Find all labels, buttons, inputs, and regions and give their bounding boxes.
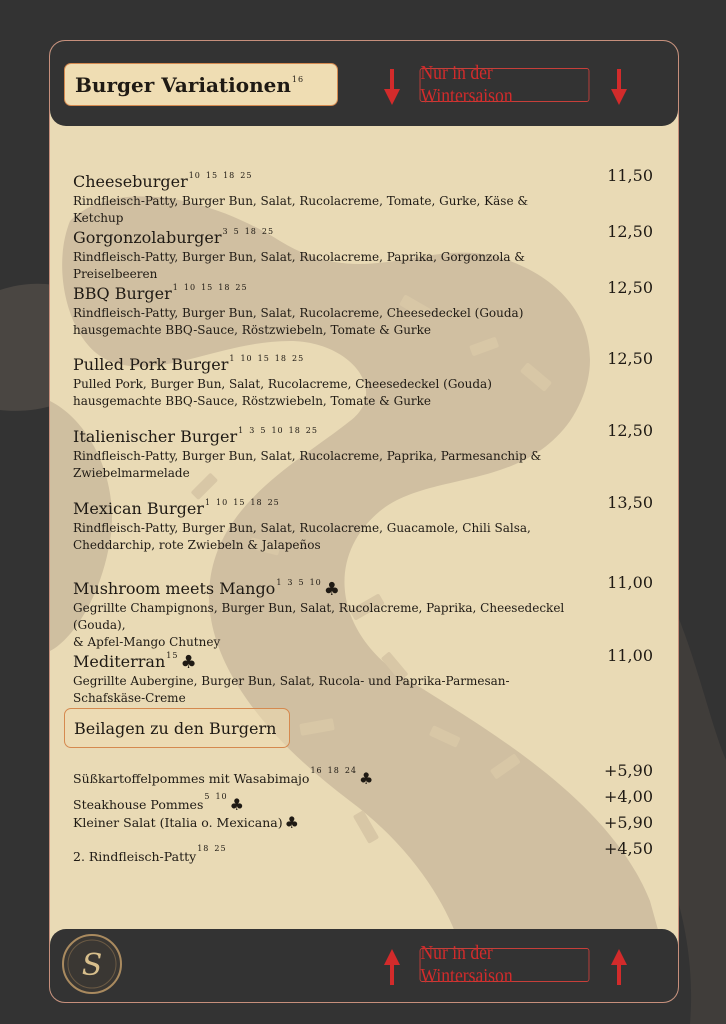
item-name: Pulled Pork Burger [73,355,229,374]
side-price: +5,90 [603,813,653,832]
item-description: Pulled Pork, Burger Bun, Salat, Rucolacreme, Cheesedeckel (Gouda) hausgemachte BBQ-Sauce, Röstzwiebeln, Tomate & Gurke [73,377,492,408]
item-name: Mushroom meets Mango [73,579,276,598]
page-title: Burger Variationen$^{16}$ [75,72,305,97]
menu-item [73,278,653,339]
side-notes: 16 18 24 [310,766,357,775]
item-notes: 1 10 15 18 25 [172,283,248,292]
menu-item [73,222,653,283]
item-name: Gorgonzolaburger [73,228,222,247]
menu-card [49,40,679,1003]
title-box [64,63,338,106]
item-name: BBQ Burger [73,284,172,303]
club-icon: ♣ [284,813,299,832]
item-description: Gegrillte Champignons, Burger Bun, Salat, Rucolacreme, Paprika, Cheesedeckel (Gouda), & Apfel-Mango Chutney [73,601,565,649]
item-description: Rindfleisch-Patty, Burger Bun, Salat, Rucolacreme, Cheesedeckel (Gouda) hausgemachte BBQ-Sauce, Röstzwiebeln, Tomate & Gurke [73,306,524,337]
item-price: 12,50 [607,222,653,241]
svg-text:S: S [81,948,103,983]
item-price: 12,50 [607,349,653,368]
item-name: Mexican Burger [73,499,204,518]
side-name: Kleiner Salat (Italia o. Mexicana) [73,815,283,830]
sides-section-title: Beilagen zu den Burgern [64,708,290,748]
title-note: 16 [291,74,305,84]
menu-item [73,646,653,707]
side-item [73,761,653,789]
side-price: +4,50 [603,839,653,858]
item-price: 11,50 [607,166,653,185]
side-item [73,813,653,833]
club-icon: ♣ [229,795,244,814]
menu-item [73,349,653,410]
season-label-bottom: Nur in der Wintersaison [420,948,590,982]
item-notes: 1 10 15 18 25 [204,498,280,507]
item-description: Rindfleisch-Patty, Burger Bun, Salat, Rucolacreme, Guacamole, Chili Salsa, Cheddarchip, rote Zwiebeln & Jalapeños [73,521,531,552]
season-label-top: Nur in der Wintersaison [420,68,590,102]
red-arrow-up-icon [611,949,627,985]
side-item [73,787,653,815]
red-arrow-down-icon [384,69,400,105]
club-icon: ♣ [323,579,340,600]
item-notes: 1 3 5 10 18 25 [238,426,318,435]
side-name: 2. Rindfleisch-Patty [73,849,197,864]
side-price: +5,90 [603,761,653,780]
red-arrow-up-icon [384,949,400,985]
side-name: Süßkartoffelpommes mit Wasabimajo [73,771,310,786]
item-name: Italienischer Burger [73,427,238,446]
item-description: Rindfleisch-Patty, Burger Bun, Salat, Rucolacreme, Paprika, Gorgonzola & Preiselbeeren [73,250,525,281]
item-notes: 1 10 15 18 25 [229,354,305,363]
item-notes: 3 5 18 25 [222,227,275,236]
item-price: 12,50 [607,278,653,297]
item-description: Rindfleisch-Patty, Burger Bun, Salat, Rucolacreme, Paprika, Parmesanchip & Zwiebelmarmelade [73,449,542,480]
item-notes: 15 [166,651,179,660]
item-name: Cheeseburger [73,172,188,191]
item-price: 13,50 [607,493,653,512]
item-description: Gegrillte Aubergine, Burger Bun, Salat, Rucola- und Paprika-Parmesan-Schafskäse-Creme [73,674,510,705]
item-price: 11,00 [607,573,653,592]
item-price: 12,50 [607,421,653,440]
side-item [73,839,653,867]
item-price: 11,00 [607,646,653,665]
menu-item [73,166,653,227]
item-name: Mediterran [73,652,166,671]
menu-item [73,573,653,651]
s-monogram-logo [61,933,123,995]
item-description: Rindfleisch-Patty, Burger Bun, Salat, Rucolacreme, Tomate, Gurke, Käse & Ketchup [73,194,529,225]
club-icon: ♣ [359,769,374,788]
side-name: Steakhouse Pommes [73,797,204,812]
club-icon: ♣ [180,652,197,673]
item-notes: 10 15 18 25 [188,171,253,180]
menu-item [73,421,653,482]
item-notes: 1 3 5 10 [276,578,322,587]
side-notes: 5 10 [204,792,228,801]
side-price: +4,00 [603,787,653,806]
menu-item [73,493,653,554]
side-notes: 18 25 [197,844,227,853]
red-arrow-down-icon [611,69,627,105]
